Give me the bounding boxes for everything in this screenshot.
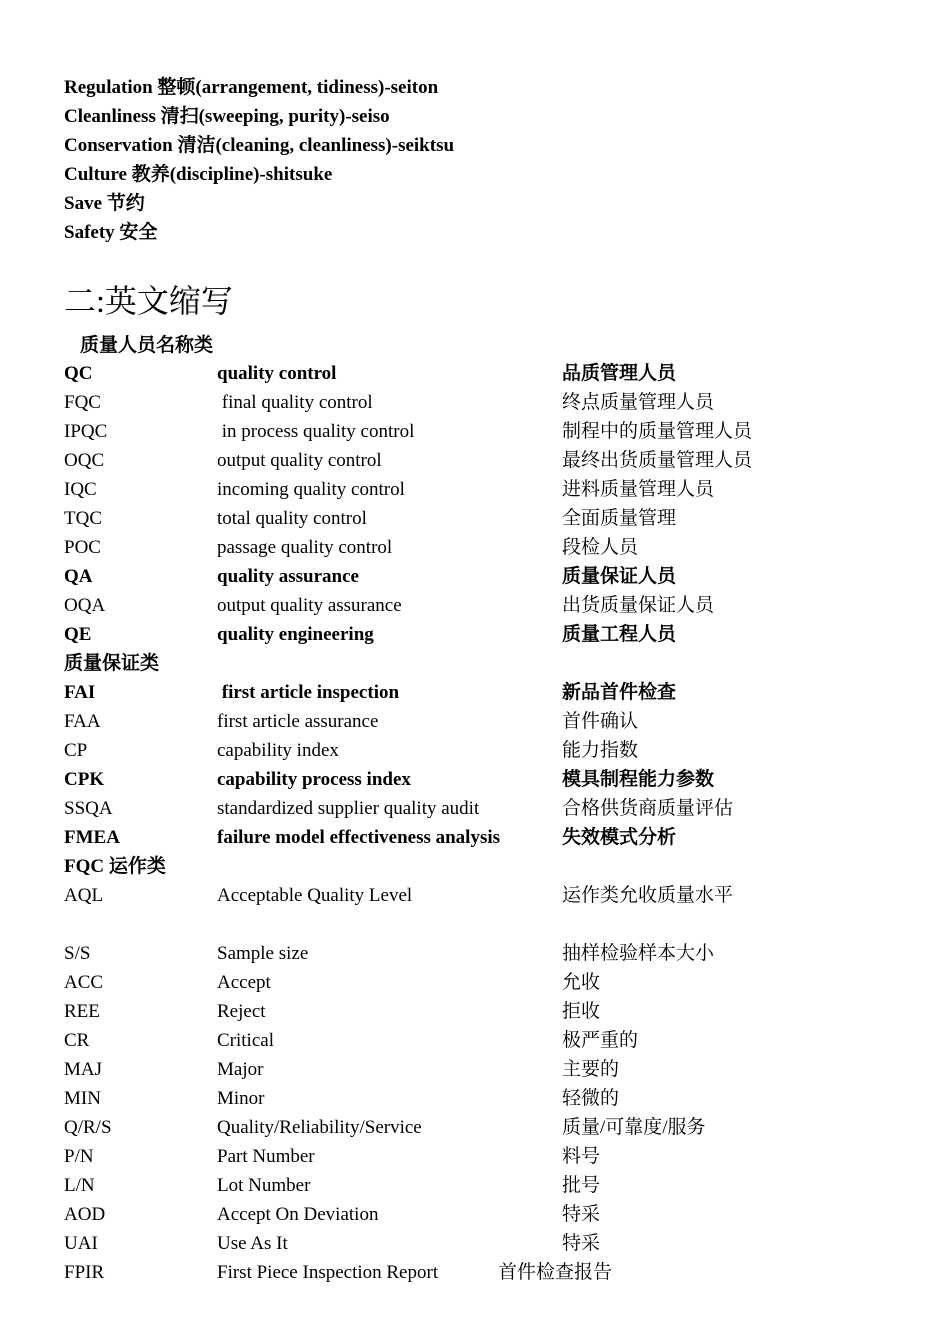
abbr-cell: CR	[64, 1030, 90, 1051]
abbr-cell: OQC	[64, 450, 105, 471]
chinese-cell: 料号	[562, 1146, 601, 1167]
abbr-cell: AQL	[64, 885, 104, 906]
english-cell: Use As It	[217, 1233, 288, 1254]
english-cell: standardized supplier quality audit	[217, 798, 480, 819]
table-row	[64, 707, 884, 736]
abbr-cell: FQC	[64, 392, 101, 413]
chinese-cell: 质量/可靠度/服务	[562, 1117, 706, 1138]
chinese-cell: 拒收	[562, 1001, 601, 1022]
english-cell: Major	[217, 1059, 264, 1080]
english-cell: Minor	[217, 1088, 265, 1109]
abbr-cell: P/N	[64, 1146, 94, 1167]
english-cell: quality assurance	[217, 566, 359, 587]
table-row	[64, 417, 884, 446]
table-row	[64, 620, 884, 649]
chinese-cell: 失效模式分析	[562, 827, 677, 848]
section-heading: 二:英文缩写	[64, 283, 233, 319]
abbr-cell: REE	[64, 1001, 100, 1022]
abbreviation-table	[64, 359, 884, 1287]
abbr-cell: S/S	[64, 943, 91, 964]
chinese-cell: 全面质量管理	[562, 508, 677, 529]
table-row	[64, 1142, 884, 1171]
chinese-cell: 主要的	[562, 1059, 620, 1080]
chinese-cell: 品质管理人员	[562, 363, 677, 384]
chinese-cell: 特采	[562, 1233, 601, 1254]
5s-term-list	[64, 73, 454, 247]
english-cell: Accept On Deviation	[217, 1204, 379, 1225]
english-cell: first article inspection	[217, 682, 400, 703]
table-row	[64, 1113, 884, 1142]
table-row	[64, 1055, 884, 1084]
abbr-cell: OQA	[64, 595, 106, 616]
english-cell: total quality control	[217, 508, 367, 529]
term-line: Conservation 清洁(cleaning, cleanliness)-seiktsu	[64, 135, 455, 156]
category-heading-fqc	[64, 852, 884, 881]
table-row	[64, 997, 884, 1026]
table-row	[64, 533, 884, 562]
abbr-cell: AOD	[64, 1204, 106, 1225]
abbr-cell: QC	[64, 363, 93, 384]
chinese-cell: 制程中的质量管理人员	[562, 421, 753, 442]
chinese-cell: 模具制程能力参数	[562, 769, 715, 790]
abbr-cell: IQC	[64, 479, 97, 500]
abbr-cell: Q/R/S	[64, 1117, 112, 1138]
english-cell: Sample size	[217, 943, 309, 964]
table-row	[64, 446, 884, 475]
abbr-cell: QE	[64, 624, 92, 645]
chinese-cell: 首件检查报告	[498, 1262, 613, 1283]
abbr-cell: CP	[64, 740, 88, 761]
table-row	[64, 678, 884, 707]
chinese-cell: 极严重的	[562, 1030, 639, 1051]
english-cell: Part Number	[217, 1146, 315, 1167]
table-row	[64, 562, 884, 591]
abbr-cell: POC	[64, 537, 101, 558]
chinese-cell: 质量保证人员	[562, 566, 677, 587]
abbr-cell: L/N	[64, 1175, 95, 1196]
category-heading-assurance	[64, 649, 884, 678]
table-row	[64, 1026, 884, 1055]
english-cell: first article assurance	[217, 711, 379, 732]
chinese-cell: 新品首件检查	[562, 682, 677, 703]
chinese-cell: 轻微的	[562, 1088, 620, 1109]
table-row	[64, 591, 884, 620]
term-line: Cleanliness 清扫(sweeping, purity)-seiso	[64, 106, 390, 127]
table-row	[64, 1200, 884, 1229]
table-row	[64, 794, 884, 823]
chinese-cell: 能力指数	[562, 740, 639, 761]
table-row	[64, 359, 884, 388]
table-row	[64, 475, 884, 504]
english-cell: passage quality control	[217, 537, 393, 558]
abbr-cell: IPQC	[64, 421, 108, 442]
english-cell: output quality assurance	[217, 595, 402, 616]
chinese-cell: 质量工程人员	[562, 624, 677, 645]
english-cell: output quality control	[217, 450, 382, 471]
english-cell: final quality control	[217, 392, 373, 413]
chinese-cell: 终点质量管理人员	[562, 392, 715, 413]
english-cell: in process quality control	[217, 421, 415, 442]
table-row	[64, 1258, 884, 1287]
english-cell: Acceptable Quality Level	[217, 885, 413, 906]
english-cell: quality control	[217, 363, 337, 384]
abbr-cell: FPIR	[64, 1262, 105, 1283]
chinese-cell: 允收	[562, 972, 601, 993]
table-row	[64, 736, 884, 765]
table-row	[64, 504, 884, 533]
english-cell: First Piece Inspection Report	[217, 1262, 439, 1283]
english-cell: incoming quality control	[217, 479, 405, 500]
abbr-cell: TQC	[64, 508, 102, 529]
category-label: 质量保证类	[64, 653, 160, 674]
blank-row	[64, 910, 884, 939]
abbr-cell: FAA	[64, 711, 101, 732]
english-cell: Reject	[217, 1001, 266, 1022]
chinese-cell: 批号	[562, 1175, 601, 1196]
term-line: Regulation 整顿(arrangement, tidiness)-seiton	[64, 77, 439, 98]
table-row	[64, 1229, 884, 1258]
table-row	[64, 388, 884, 417]
table-row	[64, 939, 884, 968]
term-line: Save 节约	[64, 193, 145, 214]
english-cell: Accept	[217, 972, 271, 993]
table-row	[64, 1084, 884, 1113]
abbr-cell: QA	[64, 566, 93, 587]
abbr-cell: SSQA	[64, 798, 113, 819]
chinese-cell: 抽样检验样本大小	[562, 943, 715, 964]
chinese-cell: 最终出货质量管理人员	[562, 450, 753, 471]
abbr-cell: MIN	[64, 1088, 101, 1109]
category-heading-personnel: 质量人员名称类	[80, 335, 214, 356]
term-line: Culture 教养(discipline)-shitsuke	[64, 164, 333, 185]
english-cell: Lot Number	[217, 1175, 311, 1196]
abbr-cell: FMEA	[64, 827, 120, 848]
english-cell: quality engineering	[217, 624, 374, 645]
english-cell: Critical	[217, 1030, 274, 1051]
chinese-cell: 首件确认	[562, 711, 639, 732]
category-label: FQC 运作类	[64, 856, 166, 877]
abbr-cell: UAI	[64, 1233, 98, 1254]
english-cell: capability index	[217, 740, 339, 761]
chinese-cell: 合格供货商质量评估	[562, 798, 734, 819]
table-row	[64, 823, 884, 852]
table-row	[64, 765, 884, 794]
table-row	[64, 968, 884, 997]
chinese-cell: 段检人员	[562, 537, 639, 558]
english-cell: capability process index	[217, 769, 411, 790]
table-row	[64, 1171, 884, 1200]
abbr-cell: CPK	[64, 769, 105, 790]
chinese-cell: 进料质量管理人员	[562, 479, 715, 500]
english-cell: Quality/Reliability/Service	[217, 1117, 422, 1138]
term-line: Safety 安全	[64, 222, 158, 243]
table-row	[64, 881, 884, 910]
chinese-cell: 出货质量保证人员	[562, 595, 715, 616]
english-cell: failure model effectiveness analysis	[217, 827, 501, 848]
chinese-cell: 特采	[562, 1204, 601, 1225]
abbr-cell: ACC	[64, 972, 104, 993]
abbr-cell: MAJ	[64, 1059, 103, 1080]
chinese-cell: 运作类允收质量水平	[562, 885, 734, 906]
abbr-cell: FAI	[64, 682, 96, 703]
